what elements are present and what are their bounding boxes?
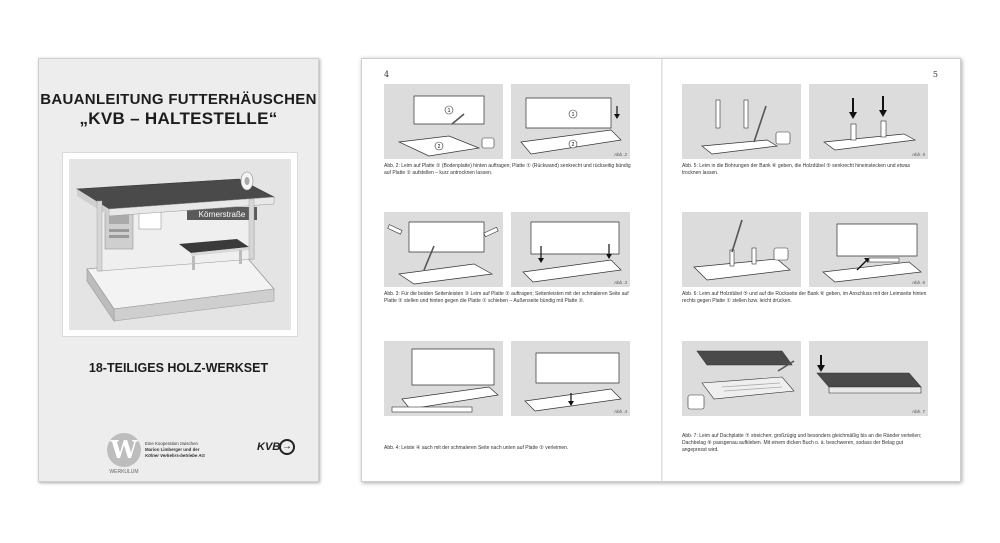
part-label-1: 1: [447, 108, 451, 114]
figure-label-abb-4: Abb. 4: [613, 409, 627, 414]
bus-stop-model-image: [69, 159, 291, 330]
caption-abb-6: Abb. 6: Leim auf Holzdübel ⑤ und auf die Rückseite der Bank ⑥ geben, im Anschluss mit der Leimseite hinten rechts gegen Platte ① stellen bzw. leicht drücken.: [682, 291, 927, 304]
werkulum-logo: W: [107, 433, 141, 467]
figure-5b: [809, 84, 928, 159]
instruction-spread: [361, 58, 961, 482]
caption-abb-5: Abb. 5: Leim in die Bohrungen der Bank ⑥ geben, die Holzdübel ⑤ senkrecht hineinstecken und etwas trocknen lassen.: [682, 163, 910, 176]
station-sign-text: Körnerstraße: [198, 210, 246, 219]
werkulum-logo-label: WERKULUM: [109, 469, 139, 475]
caption-abb-2: Abb. 2: Leim auf Platte ② (Bodenplatte) hinten auftragen; Platte ① (Rückwand) senkrecht und rückseitig bündig auf Platte ② aufstellen – kurz antrocknen lassen.: [384, 163, 631, 176]
kvb-arrow-icon: →: [279, 439, 295, 455]
part-label-1b: 1: [571, 112, 575, 118]
kvb-logo: KVB: [257, 441, 281, 453]
figure-label-abb-5: Abb. 5: [911, 152, 925, 157]
figure-2a: [384, 84, 503, 159]
figure-5a: [682, 84, 801, 159]
booklet-cover: [38, 58, 319, 482]
figure-7b: [809, 341, 928, 416]
figure-7a: [682, 341, 801, 416]
figure-6a: [682, 212, 801, 287]
figure-4b: [511, 341, 630, 416]
part-label-2: 2: [437, 144, 441, 150]
cover-photo: [62, 152, 298, 337]
cover-title-line1: BAUANLEITUNG FUTTERHÄUSCHEN: [40, 91, 317, 108]
coop-line2: Marion Limberger und der: [145, 447, 200, 452]
figure-3a: [384, 212, 503, 287]
cover-title-line2: „KVB – HALTESTELLE“: [79, 109, 278, 128]
figure-2b: [511, 84, 630, 159]
coop-line3: Kölner Verkehrs-betriebe AG: [145, 453, 205, 458]
figure-label-abb-3: Abb. 3: [613, 280, 627, 285]
coop-line1: Eine Kooperation zwischen: [145, 441, 198, 446]
page-number-right: 5: [932, 70, 938, 79]
part-label-2b: 2: [571, 142, 575, 148]
figure-3b: [511, 212, 630, 287]
figure-label-abb-2: Abb. 2: [613, 152, 627, 157]
figure-label-abb-7: Abb. 7: [911, 409, 925, 414]
cover-subtitle: 18-TEILIGES HOLZ-WERKSET: [88, 361, 269, 375]
caption-abb-3: Abb. 3: Für die beiden Seitenleisten ③ Leim auf Platte ② auftragen; Seitenleisten mit der schmaleren Seite auf Platte ② stellen und hinten gegen die Platte ① schieben – Außenseite bündig mit Platte ②.: [384, 291, 629, 304]
page-fold: [661, 59, 663, 481]
figure-label-abb-6: Abb. 6: [911, 280, 925, 285]
figure-6b: [809, 212, 928, 287]
caption-abb-7: Abb. 7: Leim auf Dachplatte ⑦ streichen; großzügig und besonders gleichmäßig bis an die Ränder verteilen; Dachbelag ⑧ passgenau aufkleben. Mit einem dicken Buch o. ä. beschweren, sodass der Belag gut angepresst wird.: [682, 433, 922, 453]
figure-4a: [384, 341, 503, 416]
caption-abb-4: Abb. 4: Leiste ④ auch mit der schmaleren Seite nach unten auf Platte ② verleimen.: [384, 445, 569, 451]
page-number-left: 4: [384, 70, 390, 79]
cooperation-note: [145, 441, 255, 459]
